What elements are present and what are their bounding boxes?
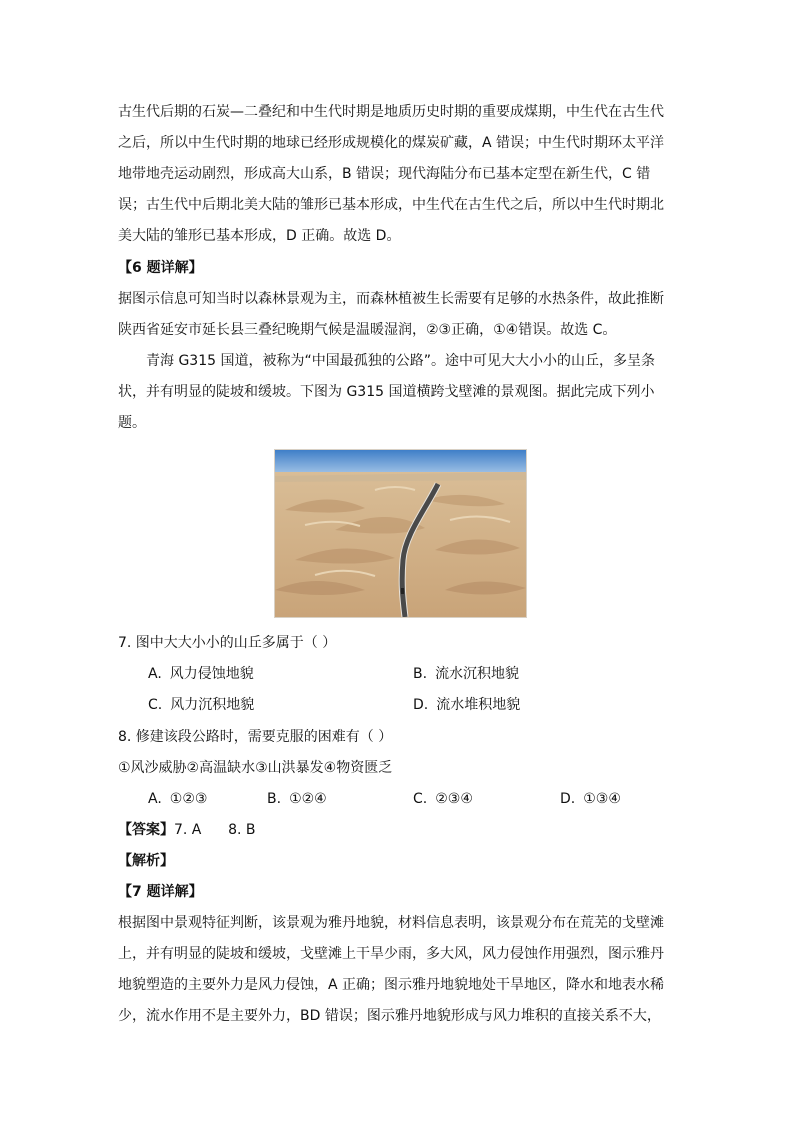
text-line: 题。 [118, 415, 146, 431]
q8-stem: 8. 修建该段公路时，需要克服的困难有（ ） [118, 729, 393, 745]
q7-heading: 【7 题详解】 [118, 884, 203, 900]
option-text: ①②④ [289, 791, 327, 807]
q7-option-c[interactable] [148, 695, 254, 715]
option-label: C. [148, 697, 163, 713]
text-line: 青海 G315 国道，被称为“中国最孤独的公路”。途中可见大大小小的山丘，多呈条 [146, 353, 655, 369]
q8-option-b[interactable] [267, 789, 327, 809]
answer-line [118, 820, 256, 840]
intro-paragraph [118, 346, 678, 439]
text-line: 少，流水作用不是主要外力，BD 错误；图示雅丹地貌形成与风力堆积的直接关系不大， [118, 1008, 661, 1024]
text-line: 美大陆的雏形已基本形成，D 正确。故选 D。 [118, 228, 401, 244]
q8-option-a[interactable] [148, 789, 207, 809]
q7-stem: 7. 图中大大小小的山丘多属于（ ） [118, 635, 337, 651]
q8-option-c[interactable] [413, 789, 473, 809]
option-text: ①②③ [169, 791, 208, 807]
q6-heading: 【6 题详解】 [118, 260, 203, 276]
text-line: 之后，所以中生代时期的地球已经形成规模化的煤炭矿藏，A 错误；中生代时期环太平洋 [118, 135, 665, 151]
q7-option-d[interactable] [413, 695, 520, 715]
q8-option-d[interactable] [560, 789, 621, 809]
text-line: 地貌塑造的主要外力是风力侵蚀，A 正确；图示雅丹地貌地处干旱地区，降水和地表水稀 [118, 977, 665, 993]
option-label: A. [148, 791, 162, 807]
desert-road-photo [274, 449, 527, 618]
text-line: 陕西省延安市延长县三叠纪晚期气候是温暖湿润，②③正确，①④错误。故选 C。 [118, 322, 617, 338]
q7-option-b[interactable] [413, 664, 519, 684]
text-line: 状，并有明显的陡坡和缓坡。下图为 G315 国道横跨戈壁滩的景观图。据此完成下列小 [118, 384, 655, 400]
option-text: 流水沉积地貌 [435, 666, 520, 682]
text-line: 根据图中景观特征判断，该景观为雅丹地貌，材料信息表明，该景观分布在荒芜的戈壁滩 [118, 915, 664, 931]
q7-option-a[interactable] [148, 664, 254, 684]
text-line: 上，并有明显的陡坡和缓坡，戈壁滩上干旱少雨，多大风，风力侵蚀作用强烈，图示雅丹 [118, 946, 664, 962]
option-text: 风力沉积地貌 [170, 697, 255, 713]
answer-value: 7. A 8. B [174, 822, 256, 838]
text-line: 据图示信息可知当时以森林景观为主，而森林植被生长需要有足够的水热条件，故此推断 [118, 291, 664, 307]
option-text: ②③④ [435, 791, 473, 807]
option-label: B. [267, 791, 282, 807]
option-label: B. [413, 666, 428, 682]
option-text: ①③④ [583, 791, 621, 807]
answer-label: 【答案】 [118, 822, 174, 838]
q7-analysis [118, 877, 678, 1032]
option-label: D. [560, 791, 576, 807]
option-label: C. [413, 791, 428, 807]
top-paragraph [118, 97, 678, 252]
option-text: 风力侵蚀地貌 [169, 666, 254, 682]
q6-section [118, 253, 678, 346]
option-label: A. [148, 666, 162, 682]
option-label: D. [413, 697, 429, 713]
option-text: 流水堆积地貌 [436, 697, 521, 713]
text-line: 古生代后期的石炭—二叠纪和中生代时期是地质历史时期的重要成煤期，中生代在古生代 [118, 104, 664, 120]
text-line: 误；古生代中后期北美大陆的雏形已基本形成，中生代在古生代之后，所以中生代时期北 [118, 197, 664, 213]
analysis-heading: 【解析】 [118, 853, 174, 869]
text-line: 地带地壳运动剧烈，形成高大山系，B 错误；现代海陆分布已基本定型在新生代，C 错 [118, 166, 651, 182]
q8-conditions: ①风沙威胁②高温缺水③山洪暴发④物资匮乏 [118, 760, 393, 776]
